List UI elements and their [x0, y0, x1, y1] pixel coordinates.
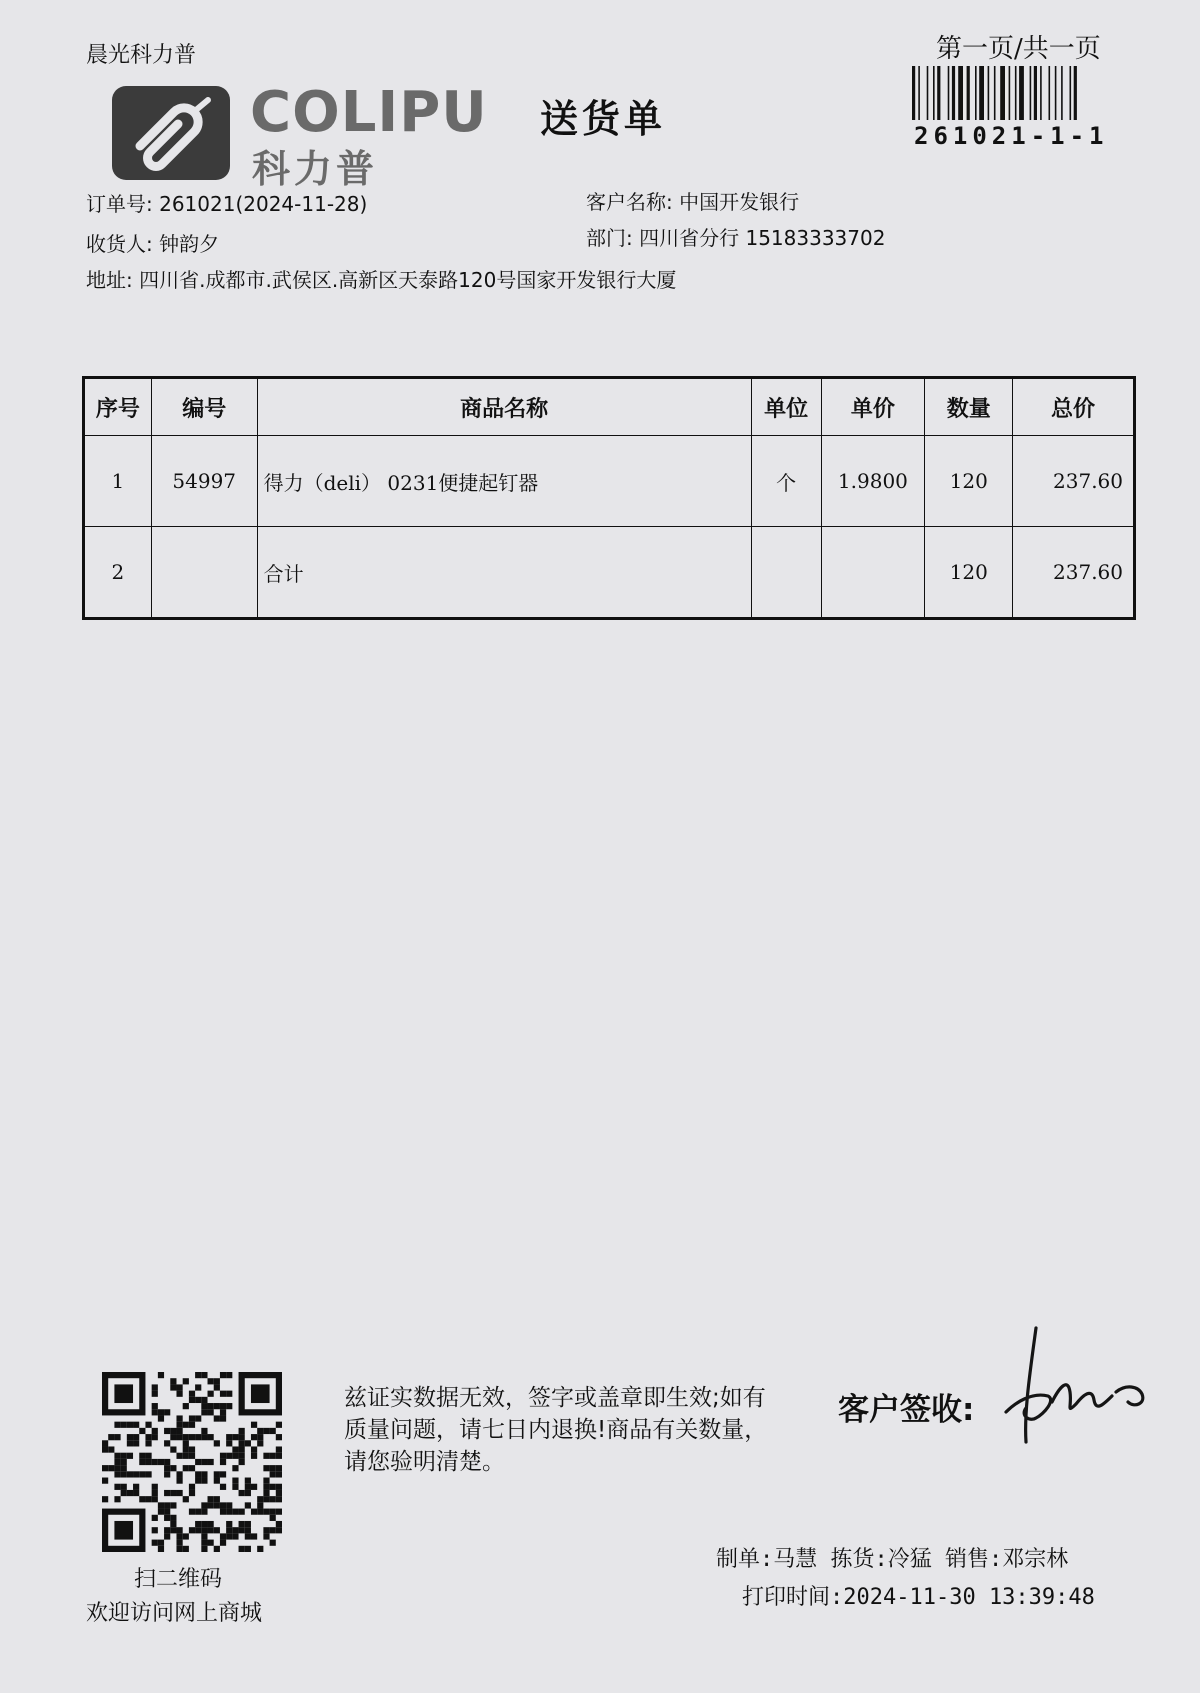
paperclip-logo-icon: [112, 86, 230, 180]
cell-unit: 个: [751, 436, 821, 527]
barcode-number: 261021-1-1: [914, 122, 1109, 150]
cell-price: [821, 527, 925, 619]
cell-total: 237.60: [1013, 436, 1135, 527]
customer-name: [586, 186, 799, 215]
header-qty: 数量: [925, 378, 1013, 436]
order-number-value: 261021(2024-11-28): [159, 192, 368, 216]
customer-value: 中国开发银行: [679, 190, 800, 214]
handwritten-signature: [996, 1322, 1156, 1462]
address-label: 地址:: [86, 268, 133, 292]
header-code: 编号: [151, 378, 257, 436]
table-row: [84, 527, 1135, 619]
cell-unit: [751, 527, 821, 619]
customer-label: 客户名称:: [586, 190, 673, 214]
order-number: [86, 188, 367, 217]
cell-qty: 120: [925, 527, 1013, 619]
page-indicator: 第一页/共一页: [936, 34, 1101, 64]
logo-chinese: 科力普: [252, 147, 379, 191]
staff-info: 制单:马慧 拣货:冷猛 销售:邓宗林: [716, 1547, 1069, 1572]
notice-text: 兹证实数据无效，签字或盖章即生效;如有质量问题，请七日内退换!商品有关数量，请您验明清楚。: [344, 1385, 768, 1475]
cell-seq: 1: [84, 436, 152, 527]
department-label: 部门:: [586, 226, 633, 250]
cell-product: 合计: [257, 527, 751, 619]
header-product: 商品名称: [257, 378, 751, 436]
cell-qty: 120: [925, 436, 1013, 527]
cell-total: 237.60: [1013, 527, 1135, 619]
qr-caption-scan: 扫二维码: [134, 1567, 223, 1592]
table-header-row: [84, 378, 1135, 436]
company-name: 晨光科力普: [86, 43, 197, 68]
cell-code: [151, 527, 257, 619]
print-time: 打印时间:2024-11-30 13:39:48: [742, 1585, 1095, 1610]
address-value: 四川省.成都市.武侯区.高新区天泰路120号国家开发银行大厦: [139, 268, 677, 292]
table-row: [84, 436, 1135, 527]
header-seq: 序号: [84, 378, 152, 436]
address: [86, 264, 676, 293]
receiver: [86, 228, 219, 257]
logo-wordmark: COLIPU: [250, 80, 488, 145]
header-unit: 单位: [751, 378, 821, 436]
qr-code-icon: [102, 1372, 282, 1552]
department: [586, 222, 885, 251]
document-title: 送货单: [540, 97, 667, 141]
cell-seq: 2: [84, 527, 152, 619]
barcode: [912, 66, 1126, 120]
receiver-value: 钟韵夕: [159, 232, 220, 256]
cell-price: 1.9800: [821, 436, 925, 527]
header-total: 总价: [1013, 378, 1135, 436]
header-price: 单价: [821, 378, 925, 436]
customer-sign-label: 客户签收:: [838, 1392, 975, 1428]
department-value: 四川省分行 15183333702: [639, 226, 886, 250]
qr-caption-mall: 欢迎访问网上商城: [86, 1601, 263, 1626]
items-table: [82, 376, 1136, 620]
cell-code: 54997: [151, 436, 257, 527]
cell-product: 得力（deli） 0231便捷起钉器: [257, 436, 751, 527]
receiver-label: 收货人:: [86, 232, 153, 256]
order-number-label: 订单号:: [86, 192, 153, 216]
